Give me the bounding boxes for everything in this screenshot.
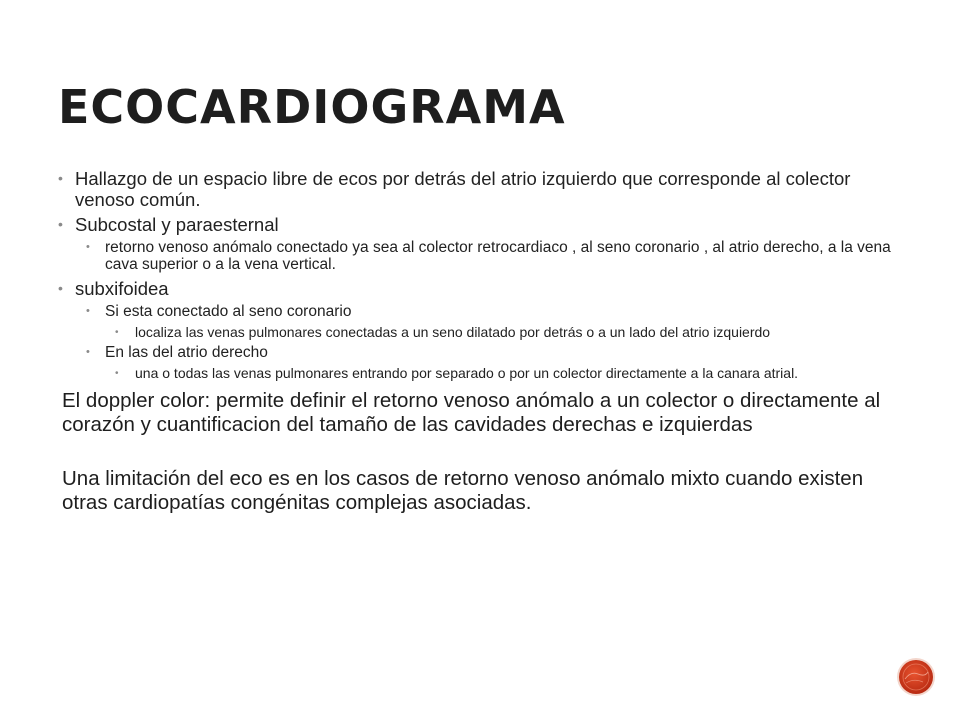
slide-content bbox=[58, 168, 908, 515]
bullet-text: localiza las venas pulmonares conectadas a un seno dilatado por detrás o a un lado del atrio izquierdo bbox=[135, 324, 771, 340]
slide-title: ECOCARDIOGRAMA bbox=[58, 80, 566, 134]
bullet-item-retorno bbox=[86, 239, 908, 273]
bullet-icon: • bbox=[86, 241, 90, 253]
bullet-text: Hallazgo de un espacio libre de ecos por detrás del atrio izquierdo que corresponde al colector venoso común. bbox=[75, 168, 851, 210]
red-circle-logo-icon bbox=[896, 657, 936, 697]
bullet-text: una o todas las venas pulmonares entrando por separado o por un colector directamente a la canara atrial. bbox=[135, 365, 799, 381]
bullet-item-seno-coronario bbox=[86, 303, 908, 320]
bullet-text: Si esta conectado al seno coronario bbox=[105, 303, 352, 320]
bullet-text: subxifoidea bbox=[75, 278, 169, 299]
bullet-icon: • bbox=[58, 170, 63, 186]
bullet-icon: • bbox=[58, 280, 63, 296]
bullet-icon: • bbox=[86, 346, 90, 358]
bullet-item-subcostal bbox=[58, 214, 908, 235]
bullet-icon: • bbox=[115, 327, 119, 338]
top-bar bbox=[0, 0, 960, 6]
bullet-text: retorno venoso anómalo conectado ya sea al colector retrocardiaco , al seno coronario , al atrio derecho, a la vena cava superior o a la vena vertical. bbox=[105, 239, 891, 273]
bullet-icon: • bbox=[86, 305, 90, 317]
bullet-text: Subcostal y paraesternal bbox=[75, 214, 279, 235]
paragraph-doppler: El doppler color: permite definir el retorno venoso anómalo a un colector o directamente al corazón y cuantificacion del tamaño de las cavidades derechas e izquierdas bbox=[62, 389, 881, 436]
bullet-icon: • bbox=[58, 216, 63, 232]
paragraph-limitacion: Una limitación del eco es en los casos de retorno venoso anómalo mixto cuando existen otras cardiopatías congénitas complejas asociadas. bbox=[62, 467, 864, 514]
bullet-item-subxifoidea bbox=[58, 278, 908, 299]
bullet-item-localiza bbox=[115, 325, 908, 340]
bullet-item-venas-pulmonares bbox=[115, 366, 908, 381]
bullet-item-atrio-derecho bbox=[86, 344, 908, 361]
bullet-item-hallazgo bbox=[58, 168, 908, 210]
bullet-text: En las del atrio derecho bbox=[105, 344, 268, 361]
bullet-icon: • bbox=[115, 368, 119, 379]
